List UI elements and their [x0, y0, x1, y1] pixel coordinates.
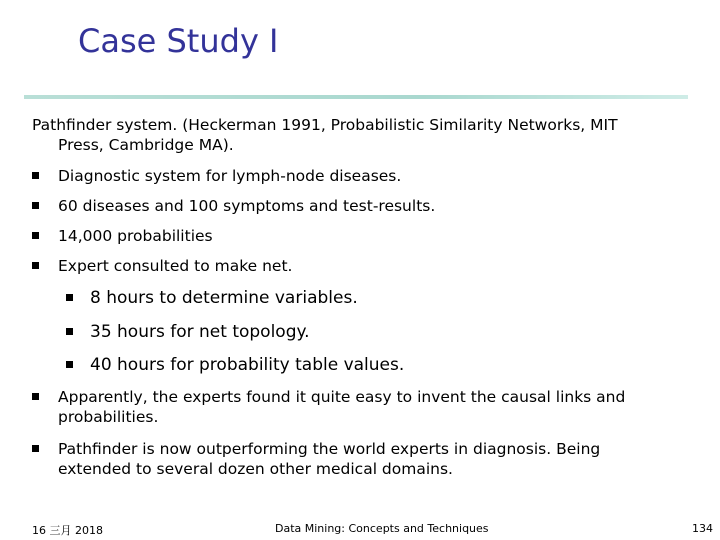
square-bullet-icon	[32, 445, 39, 452]
sub-bullet-text: 40 hours for probability table values.	[90, 355, 405, 375]
square-bullet-icon	[32, 232, 39, 239]
intro-line-2: Press, Cambridge MA).	[58, 136, 234, 154]
intro-paragraph	[32, 115, 672, 155]
square-bullet-icon	[66, 294, 73, 301]
slide-title: Case Study I	[78, 22, 279, 60]
page-number: 134	[692, 522, 713, 535]
square-bullet-icon	[66, 328, 73, 335]
square-bullet-icon	[32, 172, 39, 179]
bullet-text: Apparently, the experts found it quite easy to invent the causal links and probabilities.	[58, 388, 626, 426]
footer-title: Data Mining: Concepts and Techniques	[275, 522, 489, 535]
footer-date: 16 三月 2018	[32, 524, 103, 537]
intro-line-1: Pathfinder system. (Heckerman 1991, Probabilistic Similarity Networks, MIT	[32, 116, 618, 134]
square-bullet-icon	[32, 262, 39, 269]
bullet-text: Pathfinder is now outperforming the world experts in diagnosis. Being extended to several dozen other medical domains.	[58, 440, 601, 478]
bullet-text: Diagnostic system for lymph-node diseases.	[58, 167, 402, 185]
title-divider	[24, 95, 688, 99]
bullet-text: Expert consulted to make net.	[58, 257, 293, 275]
square-bullet-icon	[32, 393, 39, 400]
square-bullet-icon	[32, 202, 39, 209]
bullet-text: 14,000 probabilities	[58, 227, 213, 245]
square-bullet-icon	[66, 361, 73, 368]
sub-bullet-text: 35 hours for net topology.	[90, 322, 310, 342]
sub-bullet-text: 8 hours to determine variables.	[90, 288, 358, 308]
bullet-text: 60 diseases and 100 symptoms and test-results.	[58, 197, 436, 215]
